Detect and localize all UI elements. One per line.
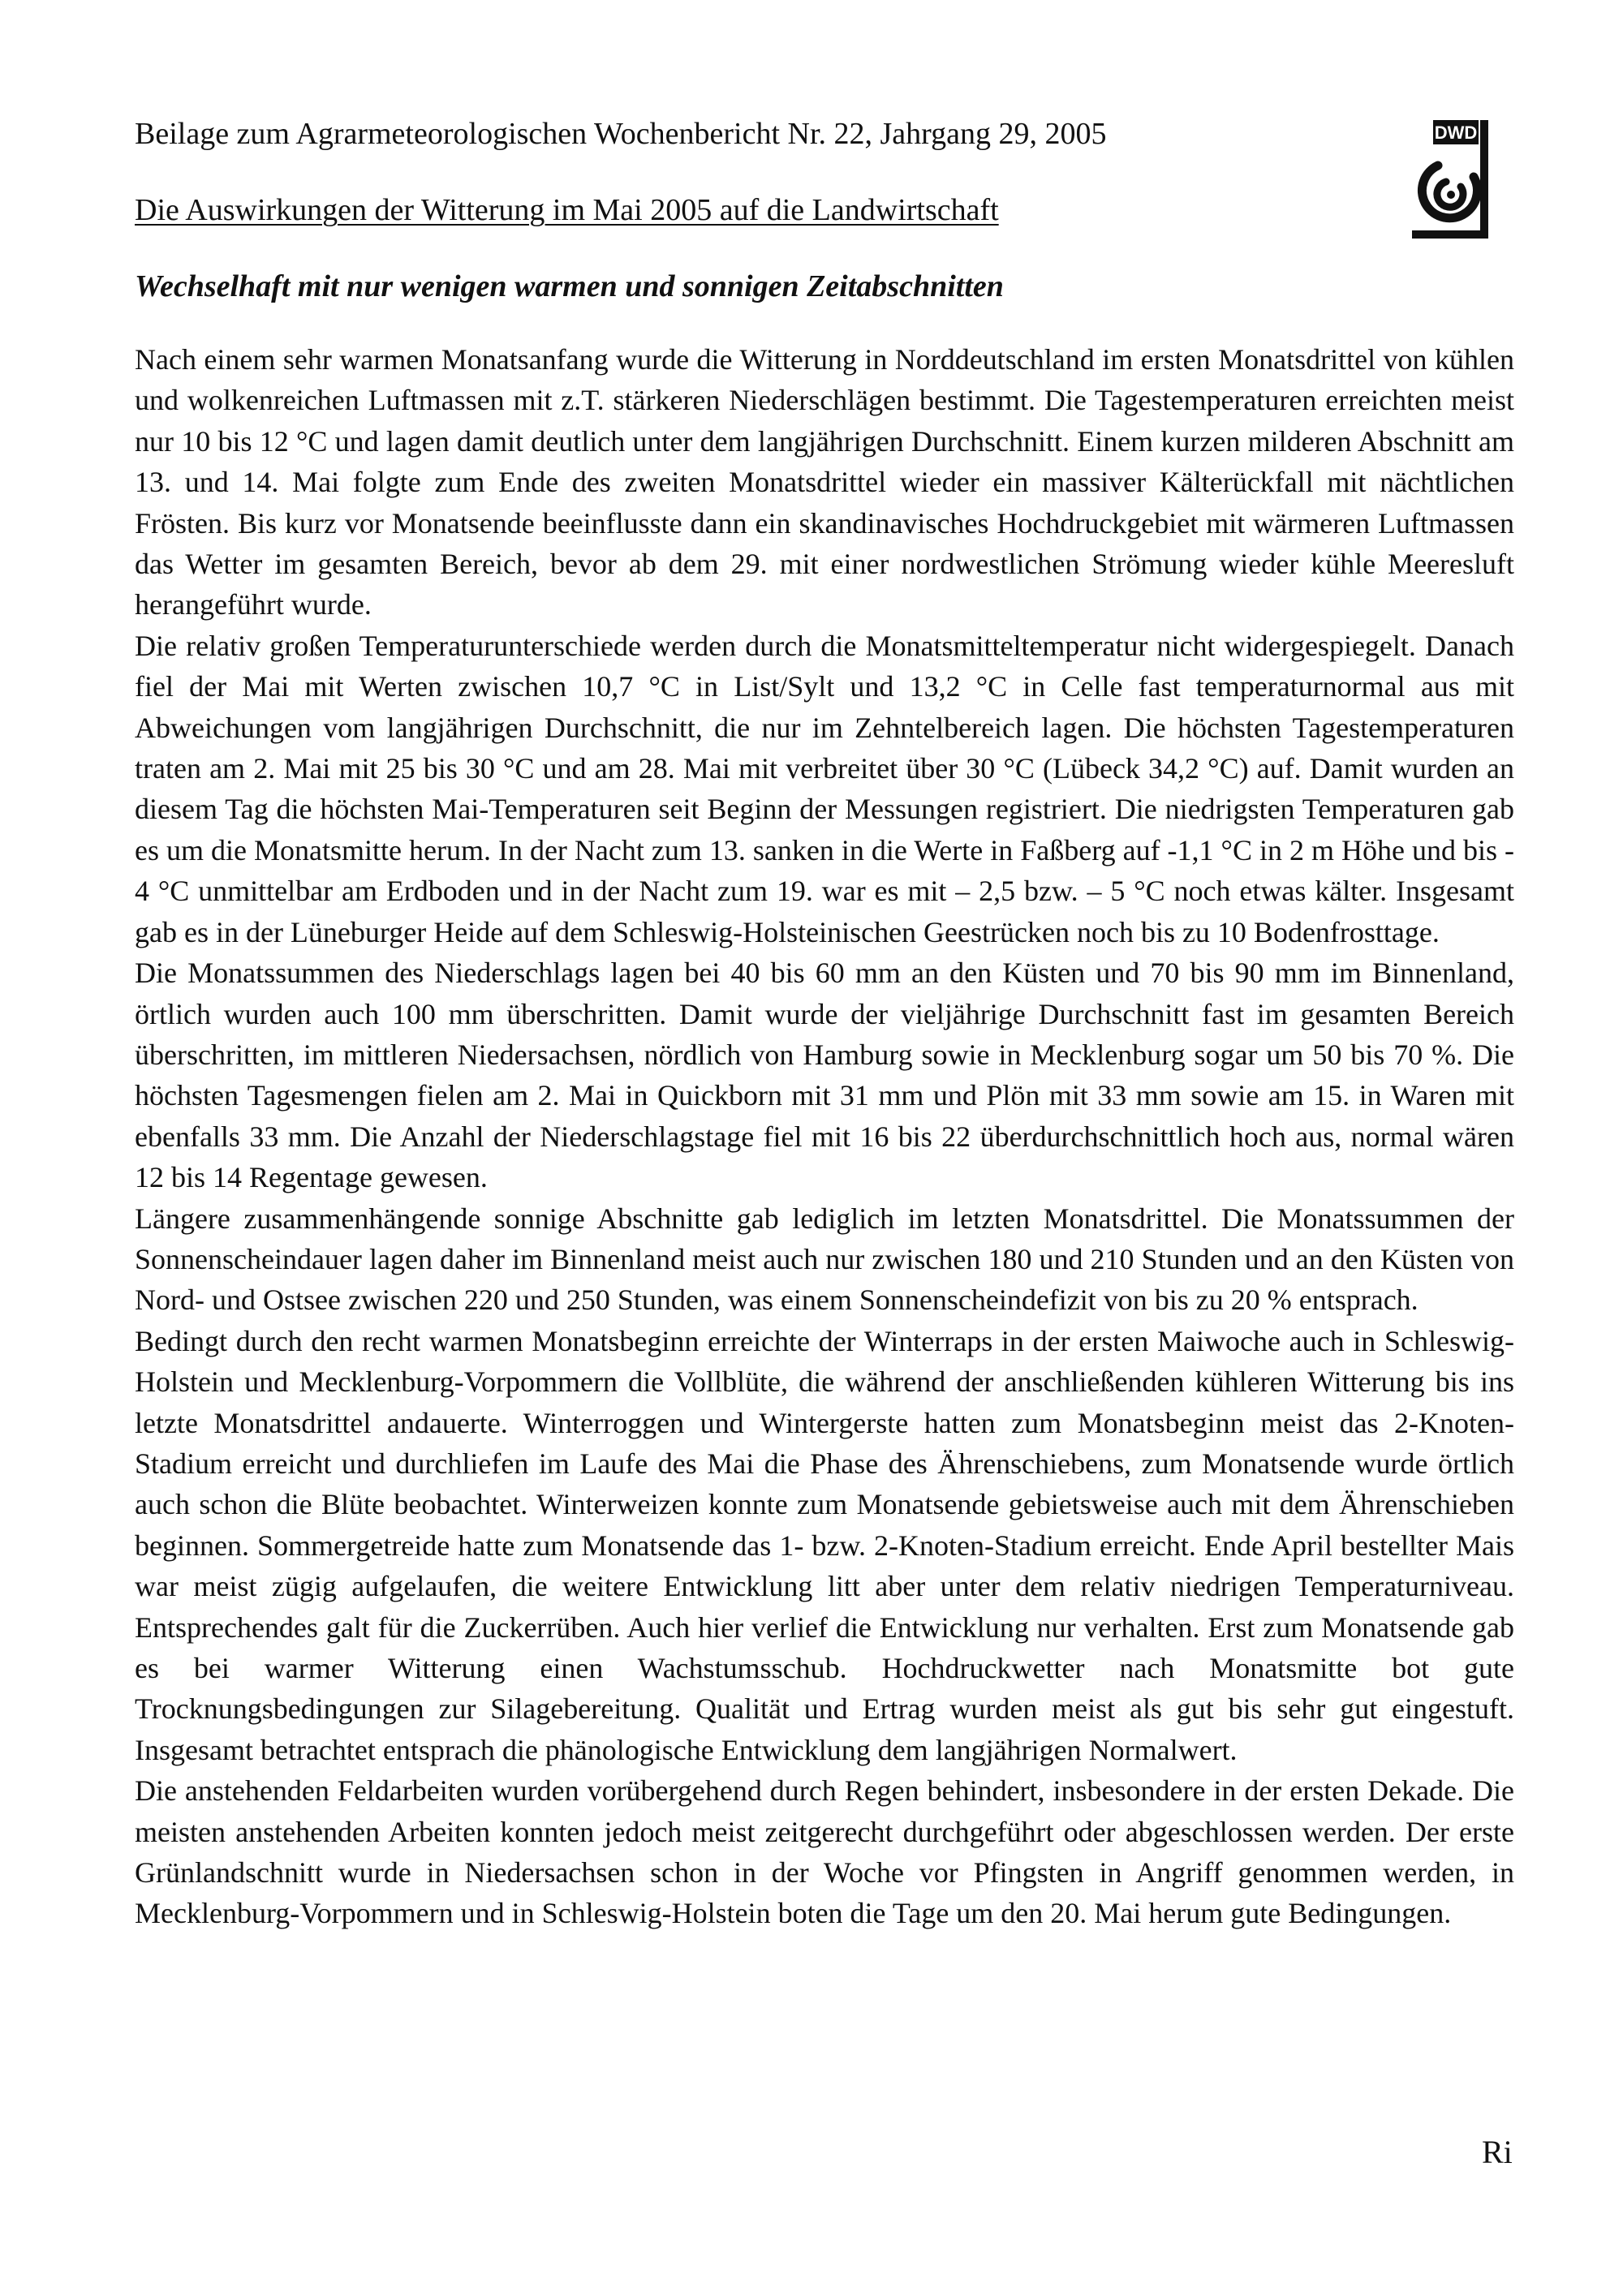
logo-spiral-center [1447,191,1455,199]
logo-text: DWD [1434,123,1478,143]
page-title: Die Auswirkungen der Witterung im Mai 2005 auf die Landwirtschaft [135,193,999,227]
logo-vertical-bar [1480,120,1488,239]
subtitle: Wechselhaft mit nur wenigen warmen und sonnigen Zeitabschnitten [135,269,1004,303]
supplement-line: Beilage zum Agrarmeteorologischen Wochenbericht Nr. 22, Jahrgang 29, 2005 [135,117,1107,151]
paragraph-sunshine: Längere zusammenhängende sonnige Abschnitte gab lediglich im letzten Monatsdrittel. Die Monatssummen der Sonnenscheindauer lagen daher im Binnenland meist auch nur zwischen 180 und 210 Stunden und an den Küsten von Nord- und Ostsee zwischen 220 und 250 Stunden, was einem Sonnenscheindefizit von bis zu 20 % entsprach. [135,1202,1514,1317]
logo-bottom-bar [1412,230,1488,239]
paragraph-field-work: Die anstehenden Feldarbeiten wurden vorübergehend durch Regen behindert, insbesondere in der ersten Dekade. Die meisten anstehenden Arbeiten konnten jedoch meist zeitgerecht durchgeführt oder abgeschlossen werden. Der erste Grünlandschnitt wurde in Niedersachsen schon in der Woche vor Pfingsten in Angriff genommen werden, in Mecklenburg-Vorpommern und in Schleswig-Holstein boten die Tage um den 20. Mai herum gute Bedingungen. [135,1774,1514,1930]
paragraph-precipitation: Die Monatssummen des Niederschlags lagen bei 40 bis 60 mm an den Küsten und 70 bis 90 mm im Binnenland, örtlich wurden auch 100 mm überschritten. Damit wurde der vieljährige Durchschnitt fast im gesamten Bereich überschritten, im mittleren Niedersachsen, nördlich von Hamburg sowie in Mecklenburg sogar um 50 bis 70 %. Die höchsten Tagesmengen fielen am 2. Mai in Quickborn mit 31 mm und Plön mit 33 mm sowie am 15. in Waren mit ebenfalls 33 mm. Die Anzahl der Niederschlagstage fiel mit 16 bis 22 überdurchschnittlich hoch aus, normal wären 12 bis 14 Regentage gewesen. [135,957,1514,1194]
paragraph-weather-overview: Nach einem sehr warmen Monatsanfang wurde die Witterung in Norddeutschland im ersten Monatsdrittel von kühlen und wolkenreichen Luftmassen mit z.T. stärkeren Niederschlägen bestimmt. Die Tagestemperaturen erreichten meist nur 10 bis 12 °C und lagen damit deutlich unter dem langjährigen Durchschnitt. Einem kurzen milderen Abschnitt am 13. und 14. Mai folgte zum Ende des zweiten Monatsdrittel wieder ein massiver Kälterückfall mit nächtlichen Frösten. Bis kurz vor Monatsende beeinflusste dann ein skandinavisches Hochdruckgebiet mit wärmeren Luftmassen das Wetter im gesamten Bereich, bevor ab dem 29. mit einer nordwestlichen Strömung wieder kühle Meeresluft herangeführt wurde. [135,343,1514,621]
author-initials: Ri [1482,2134,1513,2170]
paragraph-temperature: Die relativ großen Temperaturunterschiede werden durch die Monatsmitteltemperatur nicht widergespiegelt. Danach fiel der Mai mit Werten zwischen 10,7 °C in List/Sylt und 13,2 °C in Celle fast temperaturnormal aus mit Abweichungen vom langjährigen Durchschnitt, die nur im Zehntelbereich lagen. Die höchsten Tagestemperaturen traten am 2. Mai mit 25 bis 30 °C und am 28. Mai mit verbreitet über 30 °C (Lübeck 34,2 °C) auf. Damit wurden an diesem Tag die höchsten Mai-Temperaturen seit Beginn der Messungen registriert. Die niedrigsten Temperaturen gab es um die Monatsmitte herum. In der Nacht zum 13. sanken in die Werte in Faßberg auf -1,1 °C in 2 m Höhe und bis - 4 °C unmittelbar am Erdboden und in der Nacht zum 19. war es mit – 2,5 bzw. – 5 °C noch etwas kälter. Insgesamt gab es in der Lüneburger Heide auf dem Schleswig-Holsteinischen Geestrücken noch bis zu 10 Bodenfrosttage. [135,629,1514,948]
dwd-spiral-logo-icon [1410,120,1492,240]
article-body [135,339,1514,1934]
paragraph-crop-development: Bedingt durch den recht warmen Monatsbeginn erreichte der Winterraps in der ersten Maiwoche auch in Schleswig-Holstein und Mecklenburg-Vorpommern die Vollblüte, die während der anschließenden kühleren Witterung bis ins letzte Monatsdrittel andauerte. Winterroggen und Wintergerste hatten zum Monatsbeginn meist das 2-Knoten-Stadium erreicht und durchliefen im Laufe des Mai die Phase des Ährenschiebens, zum Monatsende wurde örtlich auch schon die Blüte beobachtet. Winterweizen konnte zum Monatsende gebietsweise auch mit dem Ährenschieben beginnen. Sommergetreide hatte zum Monatsende das 1- bzw. 2-Knoten-Stadium erreicht. Ende April bestellter Mais war meist zügig aufgelaufen, die weitere Entwicklung litt aber unter dem relativ niedrigen Temperaturniveau. Entsprechendes galt für die Zuckerrüben. Auch hier verlief die Entwicklung nur verhalten. Erst zum Monatsende gab es bei warmer Witterung einen Wachstumsschub. Hochdruckwetter nach Monatsmitte bot gute Trocknungsbedingungen zur Silagebereitung. Qualität und Ertrag wurden meist als gut bis sehr gut eingestuft. Insgesamt betrachtet entsprach die phänologische Entwicklung dem langjährigen Normalwert. [135,1324,1514,1766]
